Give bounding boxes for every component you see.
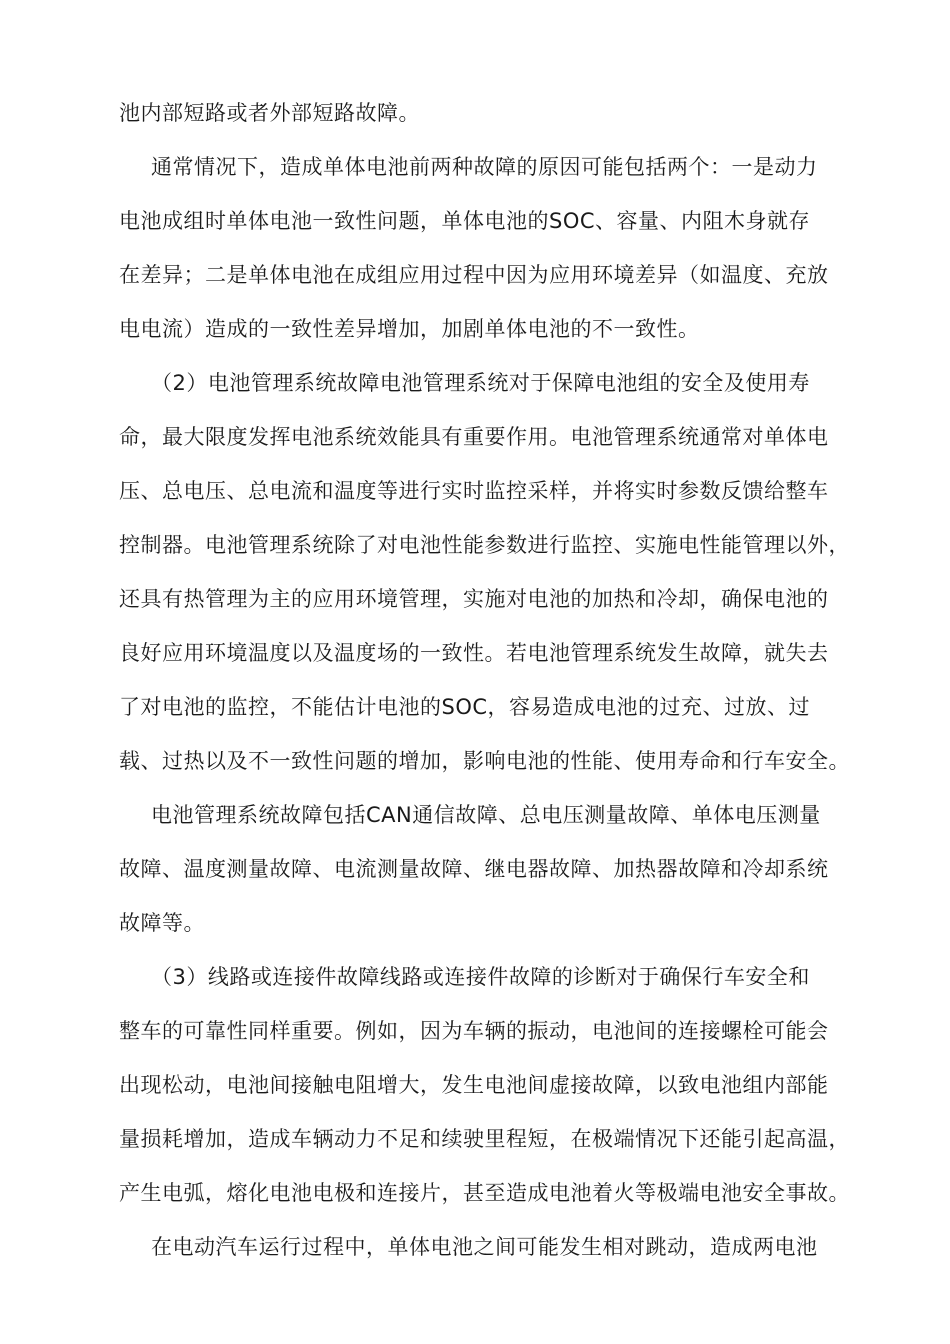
text-line: 电池管理系统故障包括CAN通信故障、总电压测量故障、单体电压测量 [151,803,821,827]
text-line: 电电流）造成的一致性差异增加，加剧单体电池的不一致性。 [119,317,700,341]
text-line: 在差异；二是单体电池在成组应用过程中因为应用环境差异（如温度、充放 [119,263,829,287]
text-line: 还具有热管理为主的应用环境管理，实施对电池的加热和冷却，确保电池的 [119,587,829,611]
text-line: 产生电弧，熔化电池电极和连接片，甚至造成电池着火等极端电池安全事故。 [119,1181,850,1205]
text-line: （2）电池管理系统故障电池管理系统对于保障电池组的安全及使用寿 [151,371,810,395]
text-line: （3）线路或连接件故障线路或连接件故障的诊断对于确保行车安全和 [151,965,810,989]
text-line: 故障、温度测量故障、电流测量故障、继电器故障、加热器故障和冷却系统 [119,857,829,881]
text-line: 控制器。电池管理系统除了对电池性能参数进行监控、实施电性能管理以外， [119,533,850,557]
text-line: 量损耗增加，造成车辆动力不足和续驶里程短，在极端情况下还能引起高温， [119,1127,850,1151]
text-line: 压、总电压、总电流和温度等进行实时监控采样，并将实时参数反馈给整车 [119,479,829,503]
text-line: 电池成组时单体电池一致性问题，单体电池的SOC、容量、内阻木身就存 [119,209,811,233]
text-line: 在电动汽车运行过程中，单体电池之间可能发生相对跳动，造成两电池 [151,1235,818,1259]
text-line: 池内部短路或者外部短路故障。 [119,101,420,125]
text-line: 了对电池的监控，不能估计电池的SOC，容易造成电池的过充、过放、过 [119,695,811,719]
text-line: 载、过热以及不一致性问题的增加，影响电池的性能、使用寿命和行车安全。 [119,749,850,773]
text-line: 命，最大限度发挥电池系统效能具有重要作用。电池管理系统通常对单体电 [119,425,829,449]
text-line: 故障等。 [119,911,205,935]
text-line: 出现松动，电池间接触电阻增大，发生电池间虚接故障，以致电池组内部能 [119,1073,829,1097]
text-line: 整车的可靠性同样重要。例如，因为车辆的振动，电池间的连接螺栓可能会 [119,1019,829,1043]
text-line: 通常情况下，造成单体电池前两种故障的原因可能包括两个：一是动力 [151,155,818,179]
text-line: 良好应用环境温度以及温度场的一致性。若电池管理系统发生故障，就失去 [119,641,829,665]
